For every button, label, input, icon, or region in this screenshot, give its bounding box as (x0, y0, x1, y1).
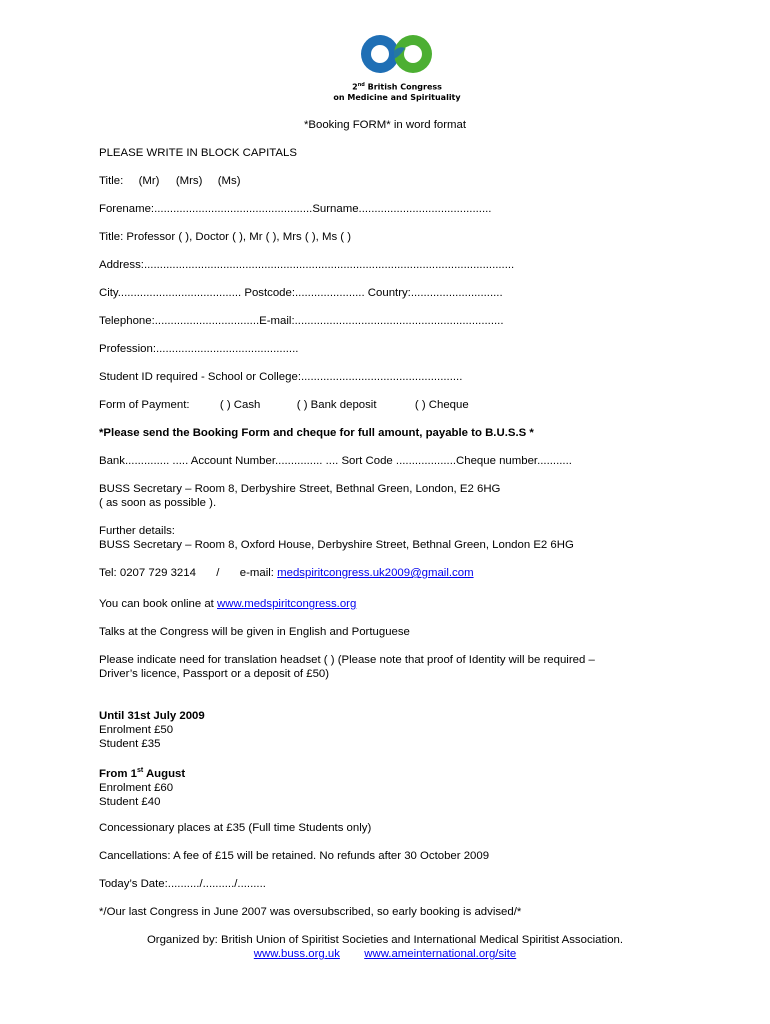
contact-line (99, 566, 474, 580)
title-option-mrs[interactable]: (Mrs) (175, 175, 203, 187)
infinity-logo-icon (358, 30, 436, 78)
secretary-address: BUSS Secretary – Room 8, Derbyshire Street, Bethnal Green, London, E2 6HG ( as soon as possible ). (99, 483, 501, 509)
concession-line: Concessionary places at £35 (Full time Students only) (99, 822, 372, 834)
forename-surname-field[interactable]: Forename:..................................................Surname.......................................... (99, 203, 492, 215)
email-label: e-mail: (239, 567, 274, 579)
congress-logo (330, 30, 464, 108)
title-option-ms[interactable]: (Ms) (217, 175, 241, 187)
footer (0, 933, 770, 961)
title-professor-line[interactable]: Title: Professor ( ), Doctor ( ), Mr ( ), Mrs ( ), Ms ( ) (99, 231, 352, 243)
payment-option-cash[interactable]: ( ) Cash (219, 399, 261, 411)
block-capitals-instruction: PLEASE WRITE IN BLOCK CAPITALS (99, 147, 297, 159)
payment-option-bank-deposit[interactable]: ( ) Bank deposit (296, 399, 377, 411)
student-school-field[interactable]: Student ID required - School or College:................................................... (99, 371, 463, 383)
oversubscribed-note: */Our last Congress in June 2007 was oversubscribed, so early booking is advised/* (99, 906, 522, 918)
title-label: Title: (99, 175, 124, 187)
early-pricing (99, 709, 205, 751)
city-postcode-country-field[interactable]: City....................................... Postcode:...................... Country:............................. (99, 287, 503, 299)
payment-option-cheque[interactable]: ( ) Cheque (414, 399, 469, 411)
further-details: Further details: BUSS Secretary – Room 8, Oxford House, Derbyshire Street, Bethnal Green, London E2 6HG (99, 525, 574, 551)
logo-caption: 2nd British Congress on Medicine and Spirituality (333, 82, 461, 102)
late-pricing-heading: From 1st August (99, 767, 186, 780)
title-option-mr[interactable]: (Mr) (138, 175, 160, 187)
title-choice-line (99, 174, 241, 188)
translation-headset-line[interactable]: Please indicate need for translation headset ( ) (Please note that proof of Identity will be required – Driver’s licence, Passport or a deposit of £50) (99, 654, 595, 680)
profession-field[interactable]: Profession:............................................. (99, 343, 299, 355)
send-notice: *Please send the Booking Form and cheque for full amount, payable to B.U.S.S * (99, 427, 534, 439)
talks-language-line: Talks at the Congress will be given in English and Portuguese (99, 626, 410, 638)
bank-details-field[interactable]: Bank.............. ..... Account Number............... .... Sort Code ...................Cheque number........... (99, 455, 572, 467)
separator: / (216, 567, 220, 579)
email-link[interactable]: medspiritcongress.uk2009@gmail.com (277, 567, 474, 579)
online-booking-line: You can book online at www.medspiritcongress.org (99, 598, 357, 610)
late-enrolment-price: Enrolment £60 (99, 781, 174, 794)
organized-by: Organized by: British Union of Spiritist Societies and International Medical Spiritist Association. (146, 934, 624, 946)
telephone-text: Tel: 0207 729 3214 (99, 567, 196, 579)
todays-date-field[interactable]: Today’s Date:........../........../......... (99, 878, 266, 890)
cancellation-line: Cancellations: A fee of £15 will be retained. No refunds after 30 October 2009 (99, 850, 490, 862)
address-field[interactable]: Address:..................................................................................................................... (99, 259, 515, 271)
early-student-price: Student £35 (99, 738, 161, 750)
late-pricing (99, 764, 185, 809)
ame-link[interactable]: www.ameinternational.org/site (364, 948, 517, 960)
payment-label: Form of Payment: (99, 399, 190, 411)
payment-line (99, 398, 469, 412)
buss-link[interactable]: www.buss.org.uk (253, 948, 340, 960)
website-link[interactable]: www.medspiritcongress.org (217, 598, 357, 610)
early-pricing-heading: Until 31st July 2009 (99, 710, 205, 722)
early-enrolment-price: Enrolment £50 (99, 724, 174, 736)
late-student-price: Student £40 (99, 795, 161, 808)
form-title: *Booking FORM* in word format (303, 119, 467, 131)
telephone-email-field[interactable]: Telephone:.................................E-mail:.................................................................. (99, 315, 504, 327)
